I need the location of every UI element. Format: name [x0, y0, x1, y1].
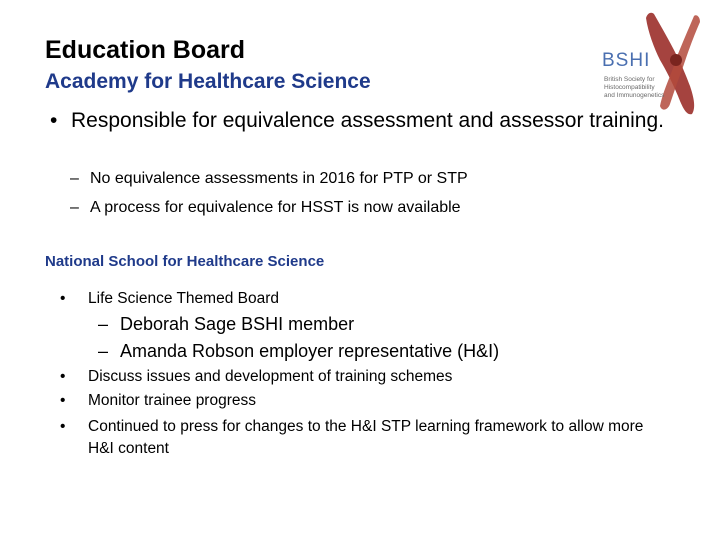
academy-bullet: [50, 106, 690, 135]
slide-title: Education Board: [45, 36, 246, 64]
logo-tagline: British Society for Histocompatibility and Immunogenetics: [604, 76, 665, 99]
dash-icon: –: [98, 341, 109, 361]
academy-bullet-text: Responsible for equivalence assessment and assessor training.: [71, 109, 664, 132]
dash-icon: –: [70, 199, 79, 216]
bullet-icon: •: [60, 368, 66, 385]
bullet-icon: •: [50, 109, 58, 132]
board-member: – Deborah Sage BSHI member: [98, 314, 355, 334]
national-school-heading: National School for Healthcare Science: [45, 253, 325, 270]
logo-wordmark: BSHI: [602, 50, 651, 71]
dash-icon: –: [70, 170, 79, 187]
national-item: • Discuss issues and development of training schemes: [60, 368, 453, 385]
academy-subitem: – No equivalence assessments in 2016 for PTP or STP: [70, 170, 468, 187]
bullet-icon: •: [60, 392, 66, 409]
dash-icon: –: [98, 314, 109, 334]
bullet-icon: •: [60, 290, 66, 307]
national-item: • Continued to press for changes to the H&I STP learning framework to allow more H&I content: [60, 418, 644, 457]
board-bullet: • Life Science Themed Board: [60, 290, 279, 307]
academy-subitem: – A process for equivalence for HSST is now available: [70, 199, 461, 216]
board-member: – Amanda Robson employer representative (H&I): [98, 341, 500, 361]
slide-subtitle: Academy for Healthcare Science: [45, 70, 371, 93]
bullet-icon: •: [60, 418, 66, 435]
national-item: • Monitor trainee progress: [60, 392, 256, 409]
